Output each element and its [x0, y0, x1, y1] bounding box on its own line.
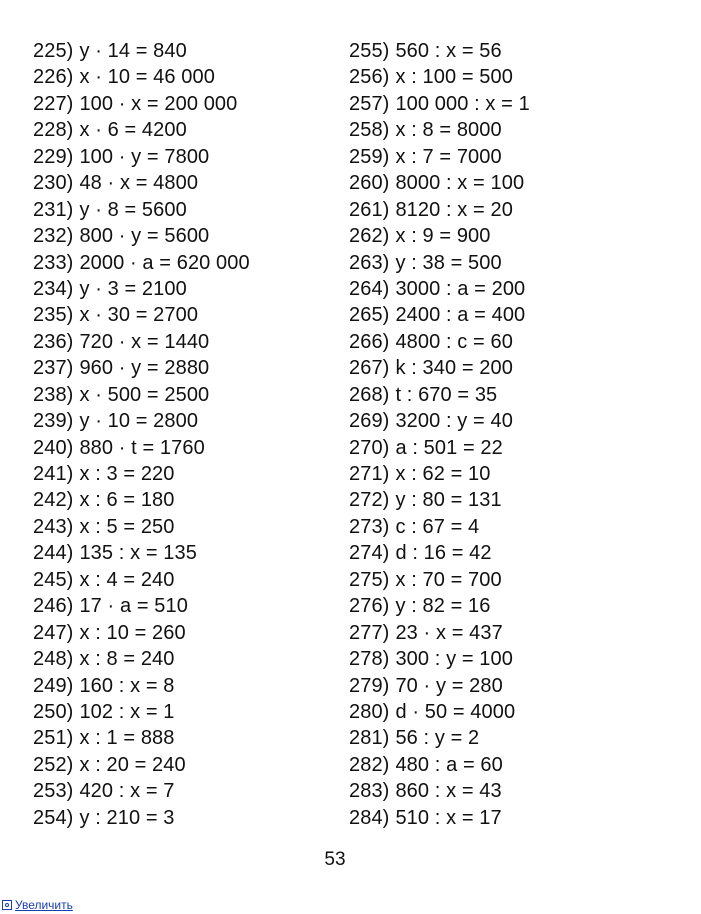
- exercise-row: [33, 91, 343, 117]
- exercise-row: [33, 250, 343, 276]
- exercise-number: 261): [349, 198, 390, 221]
- exercise-equation: 100 000 : x = 1: [395, 92, 530, 115]
- exercise-equation: y · 10 = 2800: [79, 410, 199, 433]
- exercise-number: 244): [33, 542, 74, 565]
- exercise-row: [33, 64, 343, 90]
- exercise-equation: x : 20 = 240: [79, 753, 186, 776]
- exercise-row: [349, 593, 669, 619]
- exercise-equation: 3000 : a = 200: [395, 277, 526, 300]
- exercise-number: 267): [349, 357, 390, 380]
- exercise-row: [349, 64, 669, 90]
- exercise-number: 240): [33, 436, 74, 459]
- exercise-row: [349, 620, 669, 646]
- exercise-number: 257): [349, 92, 390, 115]
- exercise-equation: x : 4 = 240: [79, 568, 175, 591]
- exercise-equation: 480 : a = 60: [395, 753, 503, 776]
- exercise-equation: x · 6 = 4200: [79, 119, 187, 142]
- exercise-number: 246): [33, 595, 74, 618]
- exercise-equation: 17 · a = 510: [79, 595, 188, 618]
- exercise-number: 229): [33, 145, 74, 168]
- exercise-number: 271): [349, 463, 390, 485]
- exercise-equation: d : 16 = 42: [395, 542, 492, 565]
- exercise-number: 235): [33, 304, 74, 327]
- exercise-equation: x : 1 = 888: [79, 727, 175, 750]
- exercise-equation: x : 6 = 180: [79, 489, 175, 512]
- exercise-row: [349, 567, 669, 593]
- exercise-row: [349, 382, 669, 408]
- exercise-number: 278): [349, 648, 390, 671]
- exercise-equation: 2400 : a = 400: [395, 304, 526, 327]
- exercise-equation: 48 · x = 4800: [79, 172, 199, 195]
- exercise-equation: 510 : x = 17: [395, 806, 502, 829]
- exercise-number: 227): [33, 92, 74, 115]
- exercise-equation: 135 : x = 135: [79, 542, 197, 565]
- exercise-row: [349, 435, 669, 461]
- exercise-equation: x · 10 = 46 000: [79, 66, 215, 89]
- exercise-number: 238): [33, 383, 74, 406]
- exercise-row: [33, 197, 343, 223]
- zoom-link-label: Увеличить: [15, 898, 73, 912]
- exercise-number: 247): [33, 621, 74, 644]
- exercise-equation: k : 340 = 200: [395, 357, 513, 380]
- exercise-number: 282): [349, 753, 390, 776]
- exercise-equation: x : 62 = 10: [395, 463, 491, 485]
- left-exercise-column: [33, 38, 343, 831]
- exercise-row: [349, 805, 669, 831]
- exercise-number: 248): [33, 648, 74, 671]
- exercise-number: 268): [349, 383, 390, 406]
- exercise-number: 263): [349, 251, 390, 274]
- exercise-number: 276): [349, 595, 390, 618]
- exercise-number: 245): [33, 568, 74, 591]
- exercise-row: [33, 540, 343, 566]
- exercise-equation: x · 500 = 2500: [79, 383, 210, 406]
- exercise-row: [33, 778, 343, 804]
- exercise-equation: 8000 : x = 100: [395, 172, 525, 195]
- exercise-number: 284): [349, 806, 390, 829]
- exercise-equation: x : 8 = 240: [79, 648, 175, 671]
- exercise-equation: 23 · x = 437: [395, 621, 503, 644]
- exercise-row: [349, 276, 669, 302]
- exercise-equation: 960 · y = 2880: [79, 357, 210, 380]
- exercise-row: [349, 487, 669, 513]
- exercise-row: [349, 302, 669, 328]
- exercise-row: [349, 646, 669, 672]
- exercise-row: [349, 250, 669, 276]
- exercise-number: 280): [349, 700, 390, 723]
- exercise-row: [349, 170, 669, 196]
- exercise-row: [349, 752, 669, 778]
- exercise-number: 265): [349, 304, 390, 327]
- exercise-number: 228): [33, 119, 74, 142]
- exercise-equation: y · 8 = 5600: [79, 198, 187, 221]
- exercise-equation: t : 670 = 35: [395, 383, 498, 406]
- exercise-equation: y · 14 = 840: [79, 40, 187, 62]
- exercise-row: [33, 170, 343, 196]
- exercise-number: 262): [349, 225, 390, 248]
- exercise-equation: 720 · x = 1440: [79, 330, 210, 353]
- exercise-equation: x : 8 = 8000: [395, 119, 502, 142]
- exercise-number: 254): [33, 806, 74, 829]
- exercise-number: 236): [33, 330, 74, 353]
- exercise-number: 270): [349, 436, 390, 459]
- exercise-row: [349, 540, 669, 566]
- exercise-row: [349, 223, 669, 249]
- exercise-equation: x : 3 = 220: [79, 463, 175, 485]
- exercise-number: 249): [33, 674, 74, 697]
- exercise-row: [349, 144, 669, 170]
- exercise-row: [33, 435, 343, 461]
- exercise-row: [33, 302, 343, 328]
- exercise-equation: y : 210 = 3: [79, 806, 175, 829]
- exercise-equation: a : 501 = 22: [395, 436, 503, 459]
- exercise-equation: 420 : x = 7: [79, 780, 175, 803]
- exercise-row: [33, 699, 343, 725]
- exercise-row: [349, 699, 669, 725]
- exercise-equation: 100 · x = 200 000: [79, 92, 238, 115]
- exercise-row: [349, 38, 669, 64]
- exercise-number: 279): [349, 674, 390, 697]
- exercise-number: 277): [349, 621, 390, 644]
- exercise-number: 230): [33, 172, 74, 195]
- right-exercise-column: [349, 38, 669, 831]
- exercise-row: [349, 197, 669, 223]
- exercise-row: [33, 38, 343, 64]
- exercise-number: 269): [349, 410, 390, 433]
- exercise-equation: 100 · y = 7800: [79, 145, 210, 168]
- exercise-row: [349, 514, 669, 540]
- exercise-number: 264): [349, 277, 390, 300]
- exercise-number: 255): [349, 40, 390, 62]
- exercise-row: [349, 673, 669, 699]
- exercise-equation: 860 : x = 43: [395, 780, 502, 803]
- exercise-equation: x : 100 = 500: [395, 66, 513, 89]
- exercise-row: [33, 725, 343, 751]
- exercise-equation: y · 3 = 2100: [79, 277, 187, 300]
- exercise-equation: x : 70 = 700: [395, 568, 502, 591]
- exercise-equation: x · 30 = 2700: [79, 304, 199, 327]
- exercise-equation: 160 : x = 8: [79, 674, 175, 697]
- exercise-number: 259): [349, 145, 390, 168]
- zoom-icon: [2, 900, 12, 910]
- exercise-equation: y : 82 = 16: [395, 595, 491, 618]
- exercise-number: 283): [349, 780, 390, 803]
- exercise-equation: 2000 · a = 620 000: [79, 251, 250, 274]
- exercise-number: 225): [33, 40, 74, 62]
- exercise-row: [33, 382, 343, 408]
- zoom-link[interactable]: [2, 898, 73, 912]
- exercise-row: [33, 673, 343, 699]
- exercise-number: 234): [33, 277, 74, 300]
- exercise-number: 266): [349, 330, 390, 353]
- exercise-number: 272): [349, 489, 390, 512]
- exercise-row: [349, 408, 669, 434]
- exercise-row: [33, 752, 343, 778]
- exercise-equation: 3200 : y = 40: [395, 410, 513, 433]
- page-number: 53: [324, 849, 346, 870]
- exercise-row: [33, 514, 343, 540]
- exercise-equation: 70 · y = 280: [395, 674, 503, 697]
- exercise-number: 253): [33, 780, 74, 803]
- exercise-row: [349, 778, 669, 804]
- exercise-row: [33, 223, 343, 249]
- exercise-equation: x : 5 = 250: [79, 515, 175, 538]
- exercise-row: [33, 408, 343, 434]
- exercise-number: 256): [349, 66, 390, 89]
- exercise-row: [349, 725, 669, 751]
- exercise-number: 241): [33, 463, 74, 485]
- exercise-equation: x : 7 = 7000: [395, 145, 502, 168]
- exercise-equation: y : 38 = 500: [395, 251, 502, 274]
- exercise-equation: x : 10 = 260: [79, 621, 186, 644]
- exercise-number: 258): [349, 119, 390, 142]
- exercise-number: 226): [33, 66, 74, 89]
- exercise-number: 250): [33, 700, 74, 723]
- exercise-row: [33, 329, 343, 355]
- exercise-number: 260): [349, 172, 390, 195]
- exercise-row: [349, 329, 669, 355]
- exercise-number: 237): [33, 357, 74, 380]
- exercise-row: [33, 355, 343, 381]
- exercise-number: 231): [33, 198, 74, 221]
- exercise-equation: 4800 : c = 60: [395, 330, 513, 353]
- exercise-row: [33, 117, 343, 143]
- exercise-equation: d · 50 = 4000: [395, 700, 516, 723]
- exercise-number: 232): [33, 225, 74, 248]
- exercise-row: [349, 461, 669, 487]
- exercise-number: 275): [349, 568, 390, 591]
- exercise-equation: 102 : x = 1: [79, 700, 175, 723]
- exercise-number: 274): [349, 542, 390, 565]
- exercise-row: [33, 487, 343, 513]
- exercise-number: 243): [33, 515, 74, 538]
- exercise-number: 233): [33, 251, 74, 274]
- exercise-equation: 8120 : x = 20: [395, 198, 513, 221]
- exercise-equation: 800 · y = 5600: [79, 225, 210, 248]
- exercise-row: [349, 355, 669, 381]
- exercise-row: [33, 593, 343, 619]
- exercise-equation: 56 : y = 2: [395, 727, 480, 750]
- exercise-row: [33, 276, 343, 302]
- exercise-number: 281): [349, 727, 390, 750]
- exercise-equation: y : 80 = 131: [395, 489, 502, 512]
- exercise-equation: c : 67 = 4: [395, 515, 480, 538]
- exercise-equation: 560 : x = 56: [395, 40, 502, 62]
- exercise-number: 251): [33, 727, 74, 750]
- exercise-row: [349, 91, 669, 117]
- exercise-row: [349, 117, 669, 143]
- exercise-equation: 300 : y = 100: [395, 648, 513, 671]
- exercise-row: [33, 620, 343, 646]
- exercise-row: [33, 567, 343, 593]
- exercise-row: [33, 461, 343, 487]
- exercise-equation: 880 · t = 1760: [79, 436, 205, 459]
- exercise-equation: x : 9 = 900: [395, 225, 491, 248]
- exercise-number: 273): [349, 515, 390, 538]
- exercise-row: [33, 144, 343, 170]
- exercise-number: 252): [33, 753, 74, 776]
- exercise-number: 239): [33, 410, 74, 433]
- exercise-row: [33, 805, 343, 831]
- exercise-number: 242): [33, 489, 74, 512]
- exercise-row: [33, 646, 343, 672]
